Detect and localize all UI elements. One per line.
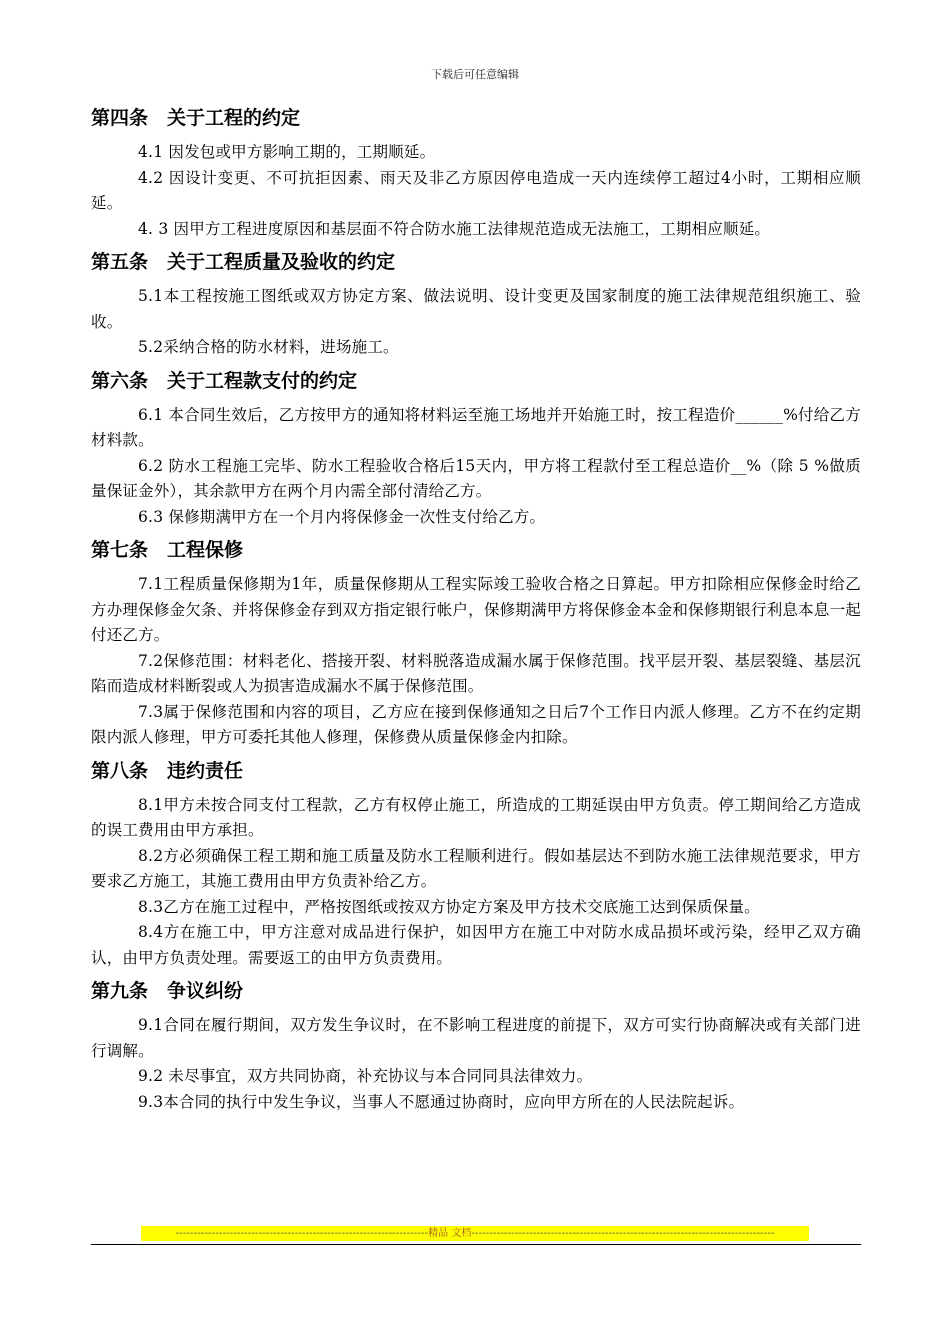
section-title: 第六条 关于工程款支付的约定 [91, 369, 358, 392]
footer-banner [141, 1226, 809, 1241]
clause-6-1: 6.1 本合同生效后，乙方按甲方的通知将材料运至施工场地并开始施工时，按工程造价______%付给乙方材料款。 [91, 405, 861, 449]
section-title: 第五条 关于工程质量及验收的约定 [91, 251, 396, 273]
header-note: 下载后可任意编辑 [431, 68, 519, 81]
clause-8-4: 8.4方在施工中，甲方注意对成品进行保护，如因甲方在施工中对防水成品损坏或污染，经甲乙双方确认，由甲方负责处理。需要返工的由甲方负责费用。 [91, 923, 861, 967]
clause-8-1: 8.1甲方未按合同支付工程款，乙方有权停止施工，所造成的工期延误由甲方负责。停工期间给乙方造成的误工费用由甲方承担。 [91, 795, 861, 839]
section-9 [91, 977, 861, 1115]
clause-7-2: 7.2保修范围：材料老化、搭接开裂、材料脱落造成漏水属于保修范围。找平层开裂、基层裂缝、基层沉陷而造成材料断裂或人为损害造成漏水不属于保修范围。 [91, 651, 861, 695]
footer-right-dashes: ------------------------------------------------------------------------------------ [471, 1228, 775, 1239]
clause-6-3: 6.3 保修期满甲方在一个月内将保修金一次性支付给乙方。 [138, 507, 546, 526]
footer-rule [91, 1244, 861, 1245]
clause-4-1: 4.1 因发包或甲方影响工期的，工期顺延。 [138, 143, 436, 161]
section-6 [91, 367, 861, 531]
section-5 [91, 248, 861, 361]
clause-5-2: 5.2采纳合格的防水材料，进场施工。 [138, 338, 399, 356]
footer-label: 精品 文档 [428, 1228, 472, 1239]
clause-6-2: 6.2 防水工程施工完毕、防水工程验收合格后15天内，甲方将工程款付至工程总造价__%（除 5 %做质量保证金外），其余款甲方在两个月内需全部付清给乙方。 [91, 456, 861, 500]
clause-4-3: 4. 3 因甲方工程进度原因和基层面不符合防水施工法律规范造成无法施工，工期相应顺延。 [138, 219, 771, 238]
section-title: 第四条 关于工程的约定 [91, 107, 301, 129]
section-title: 第九条 争议纠纷 [91, 980, 244, 1002]
section-7 [91, 536, 861, 751]
document-body [91, 104, 861, 1121]
clause-9-3: 9.3本合同的执行中发生争议，当事人不愿通过协商时，应向甲方所在的人民法院起诉。 [138, 1092, 745, 1111]
clause-9-1: 9.1合同在履行期间，双方发生争议时，在不影响工程进度的前提下，双方可实行协商解决或有关部门进行调解。 [91, 1016, 861, 1060]
footer-left-dashes: ---------------------------------------------------------------------- [175, 1228, 429, 1239]
clause-9-2: 9.2 未尽事宜，双方共同协商，补充协议与本合同同具法律效力。 [138, 1067, 593, 1085]
clause-5-1: 5.1本工程按施工图纸或双方协定方案、做法说明、设计变更及国家制度的施工法律规范组织施工、验收。 [91, 287, 861, 331]
clause-8-2: 8.2方必须确保工程工期和施工质量及防水工程顺利进行。假如基层达不到防水施工法律规范要求，甲方要求乙方施工，其施工费用由甲方负责补给乙方。 [91, 846, 861, 890]
clause-4-2: 4.2 因设计变更、不可抗拒因素、雨天及非乙方原因停电造成一天内连续停工超过4小时，工期相应顺延。 [91, 168, 861, 212]
section-8 [91, 757, 861, 972]
section-title: 第八条 违约责任 [91, 759, 244, 782]
clause-8-3: 8.3乙方在施工过程中，严格按图纸或按双方协定方案及甲方技术交底施工达到保质保量。 [138, 897, 760, 916]
clause-7-3: 7.3属于保修范围和内容的项目，乙方应在接到保修通知之日后7个工作日内派人修理。乙方不在约定期限内派人修理，甲方可委托其他人修理，保修费从质量保修金内扣除。 [91, 702, 861, 746]
clause-7-1: 7.1工程质量保修期为1年，质量保修期从工程实际竣工验收合格之日算起。甲方扣除相应保修金时给乙方办理保修金欠条、并将保修金存到双方指定银行帐户，保修期满甲方将保修金本金和保修期银行利息本息一起付还乙方。 [91, 575, 861, 644]
section-title: 第七条 工程保修 [91, 539, 244, 561]
section-4 [91, 104, 861, 242]
